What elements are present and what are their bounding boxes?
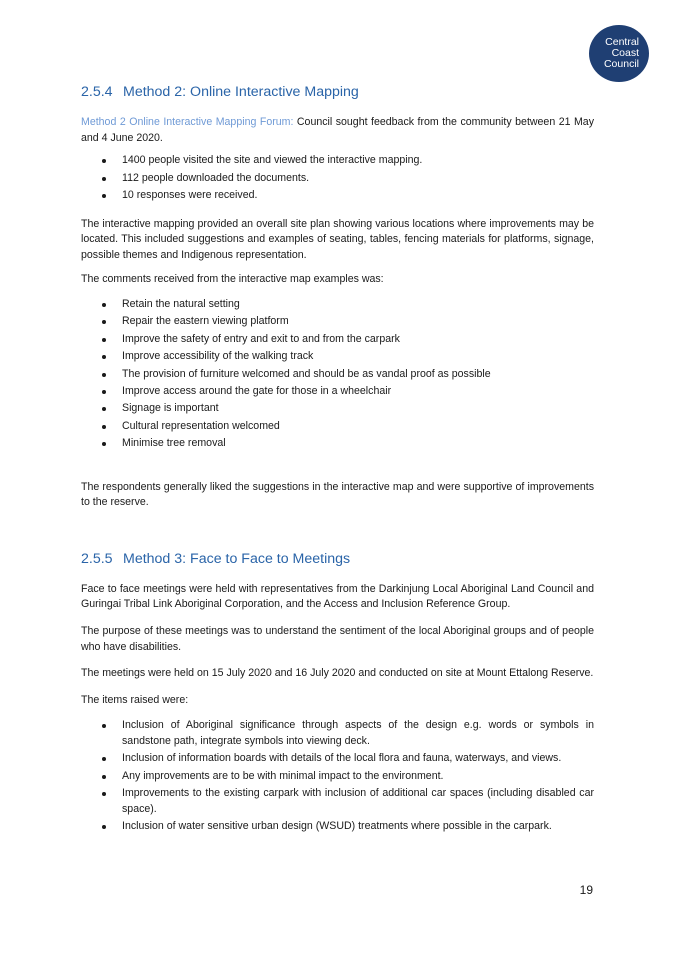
list-item: Inclusion of information boards with details of the local flora and fauna, waterways, and views.	[81, 751, 594, 767]
body-paragraph: The interactive mapping provided an overall site plan showing various locations where improvements may be located. This included suggestions and examples of seating, tables, fencing materials for platforms, signage, possible themes and Indigenous representation.	[81, 217, 594, 261]
section-heading-2-5-5	[81, 550, 594, 568]
list-item: Inclusion of Aboriginal significance through aspects of the design e.g. words or symbols in sandstone path, integrate symbols into viewing deck.	[81, 718, 594, 749]
logo-line-1: Central	[605, 36, 639, 48]
list-item: Improve the safety of entry and exit to and from the carpark	[81, 332, 594, 348]
page-number: 19	[579, 883, 593, 897]
intro-paragraph	[81, 115, 594, 146]
page-content	[81, 83, 594, 837]
body-paragraph: The items raised were:	[81, 693, 189, 706]
list-item: Repair the eastern viewing platform	[81, 314, 594, 330]
list-item: 1400 people visited the site and viewed the interactive mapping.	[81, 153, 594, 169]
section-title: Method 2: Online Interactive Mapping	[123, 84, 359, 100]
items-raised-list	[81, 718, 594, 834]
council-logo	[589, 25, 649, 82]
list-item: Improvements to the existing carpark with inclusion of additional car spaces (including disabled car space).	[81, 786, 594, 817]
section-title: Method 3: Face to Face to Meetings	[123, 550, 351, 567]
logo-line-2: Coast	[611, 47, 639, 59]
list-item: Cultural representation welcomed	[81, 419, 594, 435]
intro-text: Council sought feedback from the community between 21 May and 4 June 2020.	[81, 116, 594, 144]
list-item: Inclusion of water sensitive urban design (WSUD) treatments where possible in the carpark.	[81, 819, 594, 835]
list-item: The provision of furniture welcomed and should be as vandal proof as possible	[81, 367, 594, 383]
section-number: 2.5.4	[81, 84, 113, 100]
body-paragraph: The comments received from the interactive map examples was:	[81, 273, 384, 286]
body-paragraph: The respondents generally liked the suggestions in the interactive map and were supportive of improvements to the reserve.	[81, 480, 594, 509]
list-item: Signage is important	[81, 401, 594, 417]
list-item: Minimise tree removal	[81, 436, 594, 452]
list-item: Any improvements are to be with minimal impact to the environment.	[81, 769, 594, 785]
body-paragraph: The meetings were held on 15 July 2020 and 16 July 2020 and conducted on site at Mount Ettalong Reserve.	[81, 667, 594, 680]
list-item: 10 responses were received.	[81, 188, 594, 204]
list-item: Improve access around the gate for those in a wheelchair	[81, 384, 594, 400]
list-item: 112 people downloaded the documents.	[81, 171, 594, 187]
body-paragraph: The purpose of these meetings was to understand the sentiment of the local Aboriginal groups and of people who have disabilities.	[81, 625, 594, 653]
stats-list	[81, 153, 594, 203]
comments-list	[81, 297, 594, 452]
section-number: 2.5.5	[81, 550, 113, 567]
intro-highlight: Method 2 Online Interactive Mapping Forum:	[81, 116, 294, 128]
list-item: Improve accessibility of the walking track	[81, 349, 594, 365]
body-paragraph: Face to face meetings were held with representatives from the Darkinjung Local Aboriginal Land Council and Guringai Tribal Link Aboriginal Corporation, and the Access and Inclusion Reference Group.	[81, 582, 594, 611]
list-item: Retain the natural setting	[81, 297, 594, 313]
logo-line-3: Council	[603, 58, 639, 70]
section-heading-2-5-4	[81, 83, 594, 101]
